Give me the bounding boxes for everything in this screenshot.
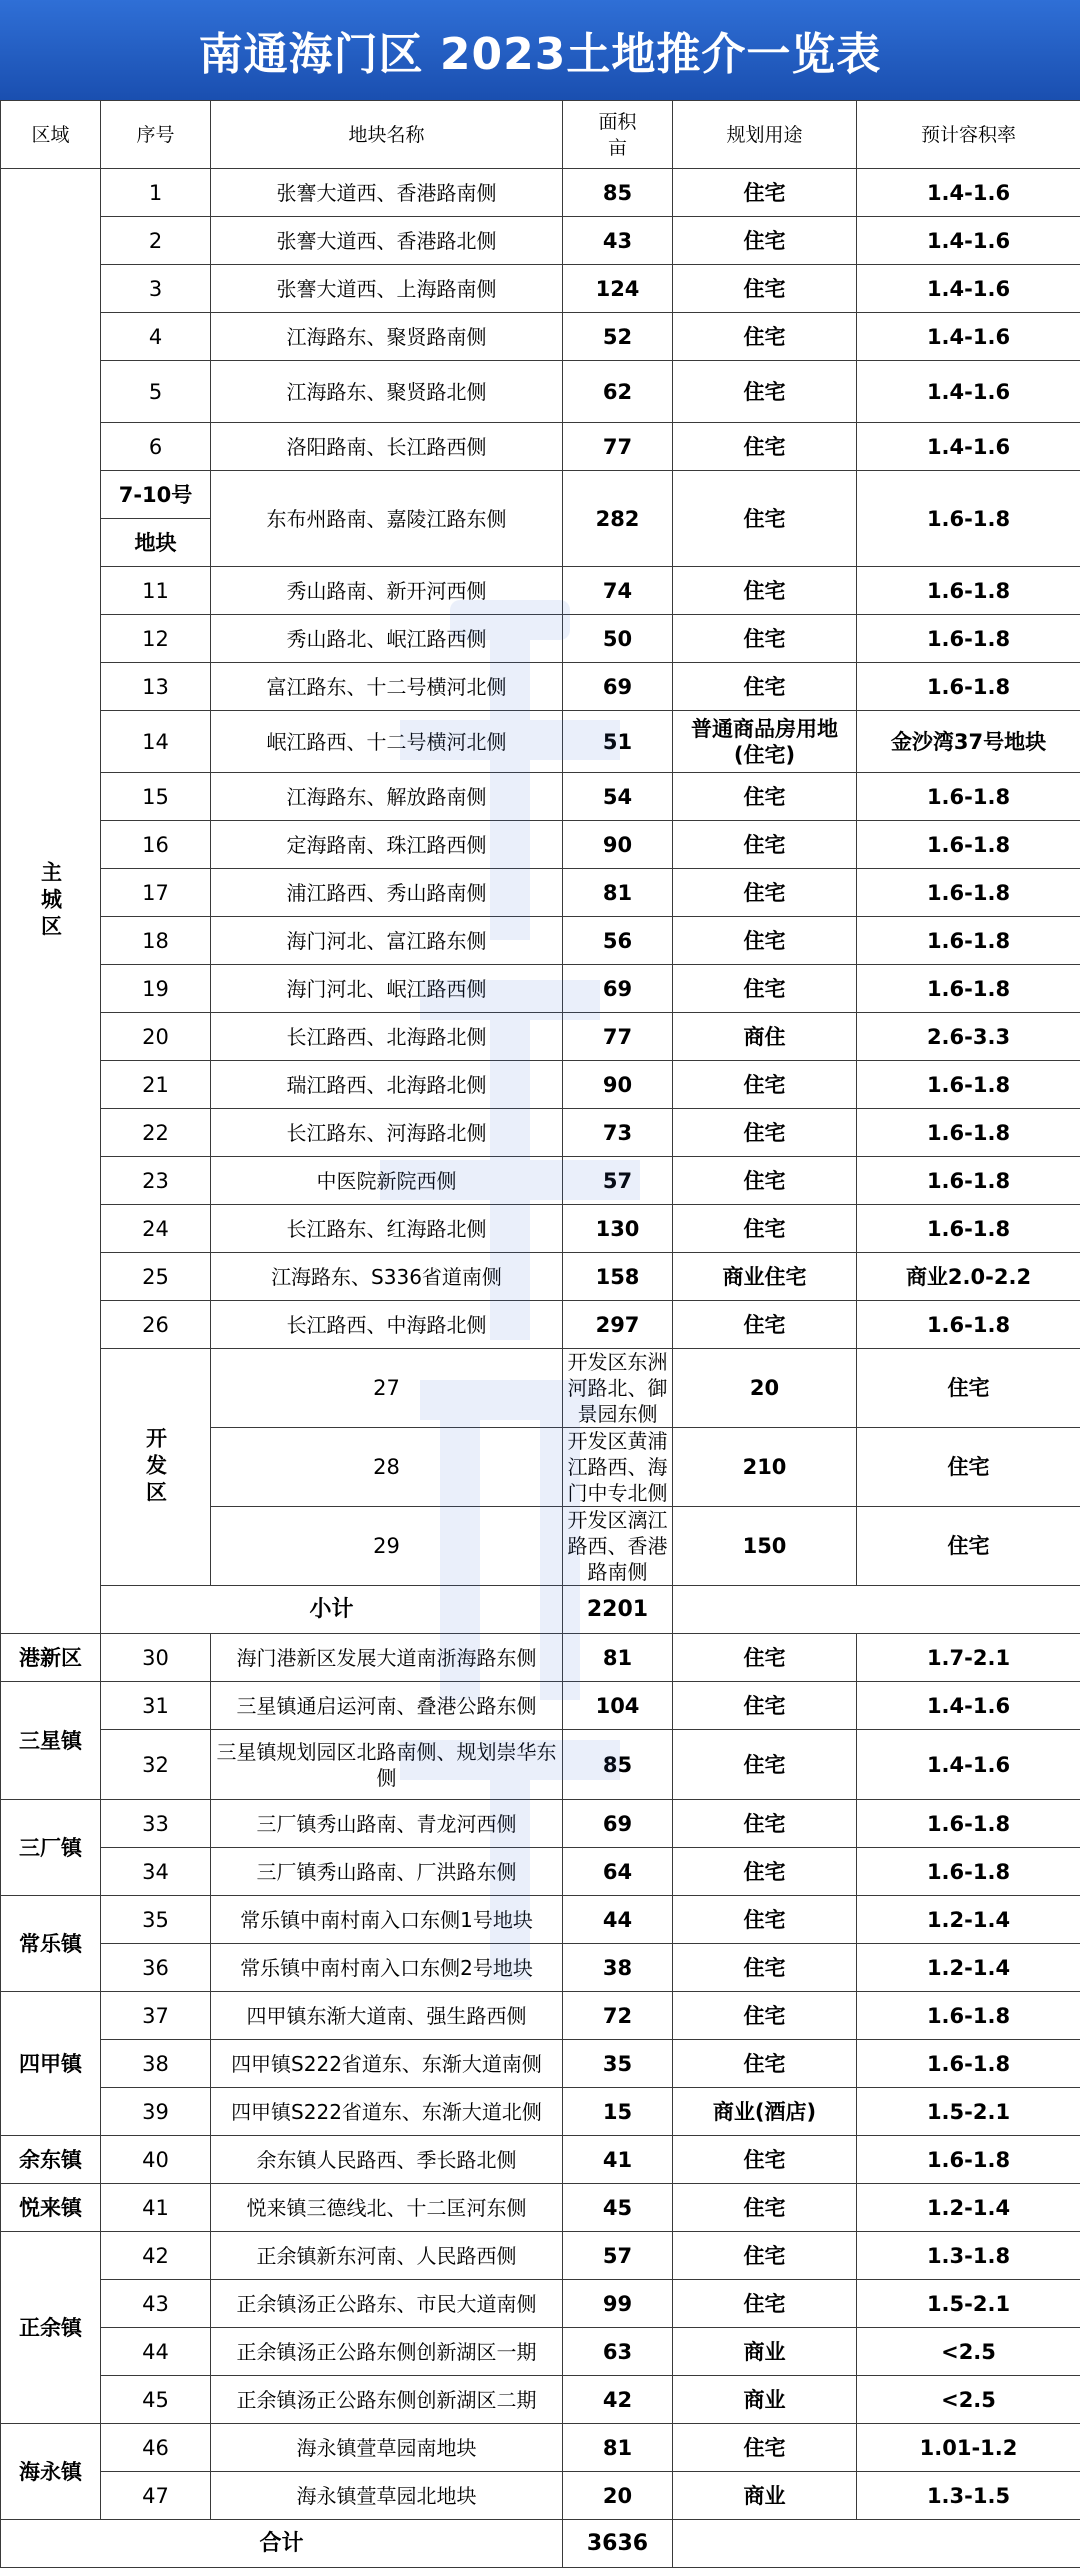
subtotal-label: 小计 [101,1586,563,1634]
table-row [1,1205,1080,1253]
name-cell: 东布州路南、嘉陵江路东侧 [211,471,563,567]
seq-cell: 36 [101,1944,211,1992]
table-row [1,265,1080,313]
total-empty [673,2520,1080,2568]
table-row [1,965,1080,1013]
area-cell: 69 [563,663,673,711]
seq-cell: 5 [101,361,211,423]
use-cell: 住宅 [673,2040,857,2088]
far-cell: 1.6-1.8 [857,471,1080,567]
name-cell: 三星镇通启运河南、叠港公路东侧 [211,1682,563,1730]
area-cell: 56 [563,917,673,965]
subtotal-area: 2201 [563,1586,673,1634]
table-row [1,217,1080,265]
seq-cell: 16 [101,821,211,869]
seq-cell: 6 [101,423,211,471]
use-cell: 商业 [673,2328,857,2376]
table-row [1,1253,1080,1301]
seq-cell: 35 [101,1896,211,1944]
table-row [1,423,1080,471]
name-cell: 江海路东、S336省道南侧 [211,1253,563,1301]
far-cell: 1.6-1.8 [857,821,1080,869]
area-cell: 51 [563,711,673,773]
table-row [1,1800,1080,1848]
use-cell: 住宅 [857,1507,1080,1586]
use-cell: 住宅 [673,313,857,361]
use-cell: 商业 [673,2472,857,2520]
far-cell: 1.6-1.8 [857,1848,1080,1896]
seq-cell: 47 [101,2472,211,2520]
seq-cell: 40 [101,2136,211,2184]
area-cell: 63 [563,2328,673,2376]
use-cell: 住宅 [673,1157,857,1205]
far-cell: 1.4-1.6 [857,313,1080,361]
table-row [1,2088,1080,2136]
area-cell: 210 [673,1428,857,1507]
seq-cell: 43 [101,2280,211,2328]
table-row [1,1848,1080,1896]
seq-cell: 42 [101,2232,211,2280]
table-row [1,1682,1080,1730]
table-row [1,2184,1080,2232]
use-cell: 商住 [673,1013,857,1061]
table-row [1,169,1080,217]
far-cell: 1.4-1.6 [857,1682,1080,1730]
use-cell: 住宅 [673,265,857,313]
seq-cell: 1 [101,169,211,217]
name-cell: 海门港新区发展大道南浙海路东侧 [211,1634,563,1682]
seq-cell: 20 [101,1013,211,1061]
seq-cell: 32 [101,1730,211,1800]
table-row [1,1013,1080,1061]
far-cell: 金沙湾37号地块 [857,711,1080,773]
total-row [1,2520,1080,2568]
area-cell: 77 [563,1013,673,1061]
far-cell: 1.6-1.8 [857,1992,1080,2040]
name-cell: 三厂镇秀山路南、青龙河西侧 [211,1800,563,1848]
region-cell-changle: 常乐镇 [1,1896,101,1992]
use-cell: 住宅 [673,1896,857,1944]
table-row [1,2232,1080,2280]
far-cell: 1.6-1.8 [857,917,1080,965]
table-row [1,711,1080,773]
name-cell: 余东镇人民路西、季长路北侧 [211,2136,563,2184]
area-cell: 130 [563,1205,673,1253]
name-cell: 张謇大道西、上海路南侧 [211,265,563,313]
area-cell: 20 [563,2472,673,2520]
table-row [1,2424,1080,2472]
seq-cell: 39 [101,2088,211,2136]
area-cell: 282 [563,471,673,567]
total-label: 合计 [1,2520,563,2568]
table-row [1,471,1080,519]
area-cell: 64 [563,1848,673,1896]
far-cell: <2.5 [857,2328,1080,2376]
area-cell: 57 [563,2232,673,2280]
use-cell: 住宅 [673,1992,857,2040]
area-cell: 54 [563,773,673,821]
use-cell: 住宅 [673,1800,857,1848]
far-cell: 1.2-1.4 [857,2184,1080,2232]
seq-cell: 24 [101,1205,211,1253]
table-row [1,1301,1080,1349]
area-cell: 74 [563,567,673,615]
table-row [1,1634,1080,1682]
region-cell-haiyong: 海永镇 [1,2424,101,2520]
name-cell: 四甲镇S222省道东、东渐大道北侧 [211,2088,563,2136]
seq-cell: 18 [101,917,211,965]
area-cell: 81 [563,869,673,917]
name-cell: 正余镇汤正公路东、市民大道南侧 [211,2280,563,2328]
seq-cell: 15 [101,773,211,821]
use-cell: 住宅 [673,1634,857,1682]
name-cell: 秀山路北、岷江路西侧 [211,615,563,663]
use-cell: 住宅 [673,773,857,821]
table-row [1,917,1080,965]
table-row [1,1157,1080,1205]
name-cell: 正余镇汤正公路东侧创新湖区二期 [211,2376,563,2424]
far-cell: 1.7-2.1 [857,1634,1080,1682]
seq-cell: 30 [101,1634,211,1682]
header-far: 预计容积率 [857,101,1080,169]
area-cell: 52 [563,313,673,361]
subtotal-empty [673,1586,1080,1634]
area-cell: 85 [563,169,673,217]
seq-cell: 31 [101,1682,211,1730]
table-row [1,1992,1080,2040]
area-cell: 42 [563,2376,673,2424]
use-cell: 住宅 [673,2424,857,2472]
area-cell: 44 [563,1896,673,1944]
name-cell: 开发区黄浦江路西、海门中专北侧 [563,1428,673,1507]
far-cell: 1.6-1.8 [857,1800,1080,1848]
area-cell: 90 [563,821,673,869]
name-cell: 江海路东、聚贤路南侧 [211,313,563,361]
region-cell-yudong: 余东镇 [1,2136,101,2184]
area-cell: 43 [563,217,673,265]
table-row [1,1896,1080,1944]
seq-cell: 45 [101,2376,211,2424]
region-cell-zhengyu: 正余镇 [1,2232,101,2424]
total-area: 3636 [563,2520,673,2568]
header-row [1,101,1080,169]
name-cell: 长江路西、北海路北侧 [211,1013,563,1061]
seq-cell: 14 [101,711,211,773]
seq-cell: 2 [101,217,211,265]
table-row [1,1109,1080,1157]
use-cell: 住宅 [673,217,857,265]
seq-cell: 27 [211,1349,563,1428]
name-cell: 三厂镇秀山路南、厂洪路东侧 [211,1848,563,1896]
area-cell: 104 [563,1682,673,1730]
area-cell: 158 [563,1253,673,1301]
far-cell: 1.4-1.6 [857,1730,1080,1800]
use-cell: 商业 [673,2376,857,2424]
use-cell: 住宅 [673,1848,857,1896]
far-cell: 1.4-1.6 [857,169,1080,217]
table-row [1,821,1080,869]
use-cell: 商业(酒店) [673,2088,857,2136]
table-row [1,1349,1080,1428]
use-cell: 住宅 [673,1682,857,1730]
area-cell: 81 [563,2424,673,2472]
name-cell: 悦来镇三德线北、十二匡河东侧 [211,2184,563,2232]
far-cell: 1.01-1.2 [857,2424,1080,2472]
seq-cell: 26 [101,1301,211,1349]
use-cell: 住宅 [857,1349,1080,1428]
name-cell: 定海路南、珠江路西侧 [211,821,563,869]
table-row [1,663,1080,711]
area-cell: 150 [673,1507,857,1586]
name-cell: 江海路东、聚贤路北侧 [211,361,563,423]
header-use: 规划用途 [673,101,857,169]
region-cell-main: 主城区 [1,169,101,1634]
table-row [1,2376,1080,2424]
use-cell: 住宅 [673,869,857,917]
name-cell: 正余镇新东河南、人民路西侧 [211,2232,563,2280]
use-cell: 住宅 [673,1061,857,1109]
seq-cell: 37 [101,1992,211,2040]
far-cell: 1.6-1.8 [857,1157,1080,1205]
seq-cell: 21 [101,1061,211,1109]
area-cell: 69 [563,1800,673,1848]
name-cell: 洛阳路南、长江路西侧 [211,423,563,471]
header-seq: 序号 [101,101,211,169]
seq-cell: 17 [101,869,211,917]
use-cell: 普通商品房用地(住宅) [673,711,857,773]
region-cell-sanchang: 三厂镇 [1,1800,101,1896]
area-cell: 50 [563,615,673,663]
name-cell: 常乐镇中南村南入口东侧1号地块 [211,1896,563,1944]
name-cell: 长江路东、河海路北侧 [211,1109,563,1157]
area-cell: 38 [563,1944,673,1992]
seq-cell: 地块 [101,519,211,567]
region-cell-sijia: 四甲镇 [1,1992,101,2136]
far-cell: 1.6-1.8 [857,1205,1080,1253]
name-cell: 江海路东、解放路南侧 [211,773,563,821]
far-cell: 1.6-1.8 [857,1301,1080,1349]
use-cell: 住宅 [673,169,857,217]
use-cell: 住宅 [673,1944,857,1992]
name-cell: 张謇大道西、香港路北侧 [211,217,563,265]
name-cell: 富江路东、十二号横河北侧 [211,663,563,711]
seq-cell: 19 [101,965,211,1013]
use-cell: 住宅 [673,1730,857,1800]
use-cell: 住宅 [673,2232,857,2280]
far-cell: 1.3-1.8 [857,2232,1080,2280]
table-row [1,1730,1080,1800]
seq-cell: 29 [211,1507,563,1586]
area-cell: 20 [673,1349,857,1428]
area-cell: 57 [563,1157,673,1205]
use-cell: 住宅 [673,2280,857,2328]
far-cell: 1.6-1.8 [857,869,1080,917]
land-table [0,100,1080,2568]
area-cell: 99 [563,2280,673,2328]
seq-cell: 44 [101,2328,211,2376]
table-row [1,1061,1080,1109]
name-cell: 长江路西、中海路北侧 [211,1301,563,1349]
name-cell: 长江路东、红海路北侧 [211,1205,563,1253]
header-area: 面积 亩 [563,101,673,169]
seq-cell: 33 [101,1800,211,1848]
far-cell: 1.6-1.8 [857,615,1080,663]
region-cell-sanxing: 三星镇 [1,1682,101,1800]
region-cell-port: 港新区 [1,1634,101,1682]
table-row [1,2040,1080,2088]
name-cell: 正余镇汤正公路东侧创新湖区一期 [211,2328,563,2376]
far-cell: 1.6-1.8 [857,1109,1080,1157]
table-row [1,361,1080,423]
area-cell: 15 [563,2088,673,2136]
table-row [1,2136,1080,2184]
name-cell: 四甲镇S222省道东、东渐大道南侧 [211,2040,563,2088]
use-cell: 住宅 [673,361,857,423]
region-cell-yuelai: 悦来镇 [1,2184,101,2232]
table-row [1,773,1080,821]
use-cell: 住宅 [673,1109,857,1157]
use-cell: 住宅 [673,2184,857,2232]
far-cell: 2.6-3.3 [857,1013,1080,1061]
far-cell: 1.5-2.1 [857,2088,1080,2136]
seq-cell: 28 [211,1428,563,1507]
far-cell: 1.6-1.8 [857,663,1080,711]
far-cell: 1.3-1.5 [857,2472,1080,2520]
far-cell: 1.5-2.1 [857,2280,1080,2328]
name-cell: 海门河北、岷江路西侧 [211,965,563,1013]
name-cell: 四甲镇东渐大道南、强生路西侧 [211,1992,563,2040]
far-cell: 1.2-1.4 [857,1896,1080,1944]
use-cell: 住宅 [673,567,857,615]
name-cell: 张謇大道西、香港路南侧 [211,169,563,217]
area-cell: 73 [563,1109,673,1157]
table-row [1,615,1080,663]
table-row [1,313,1080,361]
far-cell: 1.6-1.8 [857,1061,1080,1109]
seq-cell: 46 [101,2424,211,2472]
far-cell: 1.6-1.8 [857,2136,1080,2184]
name-cell: 开发区东洲河路北、御景园东侧 [563,1349,673,1428]
seq-cell: 11 [101,567,211,615]
name-cell: 海永镇萱草园南地块 [211,2424,563,2472]
name-cell: 浦江路西、秀山路南侧 [211,869,563,917]
use-cell: 住宅 [673,471,857,567]
seq-cell: 13 [101,663,211,711]
area-cell: 81 [563,1634,673,1682]
name-cell: 岷江路西、十二号横河北侧 [211,711,563,773]
seq-cell: 25 [101,1253,211,1301]
far-cell: 1.6-1.8 [857,773,1080,821]
seq-cell: 41 [101,2184,211,2232]
seq-cell: 38 [101,2040,211,2088]
use-cell: 住宅 [673,2136,857,2184]
name-cell: 海门河北、富江路东侧 [211,917,563,965]
use-cell: 住宅 [673,917,857,965]
area-cell: 297 [563,1301,673,1349]
use-cell: 住宅 [673,821,857,869]
name-cell: 常乐镇中南村南入口东侧2号地块 [211,1944,563,1992]
far-cell: 1.6-1.8 [857,2040,1080,2088]
far-cell: 1.2-1.4 [857,1944,1080,1992]
name-cell: 三星镇规划园区北路南侧、规划崇华东侧 [211,1730,563,1800]
far-cell: 1.4-1.6 [857,361,1080,423]
use-cell: 住宅 [673,1205,857,1253]
region-cell-dev: 开发区 [101,1349,211,1586]
seq-cell: 22 [101,1109,211,1157]
area-cell: 35 [563,2040,673,2088]
seq-cell: 7-10号 [101,471,211,519]
use-cell: 住宅 [857,1428,1080,1507]
name-cell: 中医院新院西侧 [211,1157,563,1205]
use-cell: 住宅 [673,965,857,1013]
area-cell: 69 [563,965,673,1013]
table-row [1,869,1080,917]
page-title: 南通海门区 2023土地推介一览表 [0,0,1080,100]
name-cell: 瑞江路西、北海路北侧 [211,1061,563,1109]
name-cell: 秀山路南、新开河西侧 [211,567,563,615]
seq-cell: 12 [101,615,211,663]
use-cell: 商业住宅 [673,1253,857,1301]
use-cell: 住宅 [673,615,857,663]
table-row [1,567,1080,615]
table-row [1,2280,1080,2328]
use-cell: 住宅 [673,423,857,471]
seq-cell: 4 [101,313,211,361]
header-region: 区域 [1,101,101,169]
name-cell: 开发区漓江路西、香港路南侧 [563,1507,673,1586]
area-cell: 90 [563,1061,673,1109]
area-cell: 72 [563,1992,673,2040]
far-cell: 1.6-1.8 [857,965,1080,1013]
area-cell: 45 [563,2184,673,2232]
area-cell: 77 [563,423,673,471]
far-cell: 商业2.0-2.2 [857,1253,1080,1301]
far-cell: 1.4-1.6 [857,423,1080,471]
far-cell: <2.5 [857,2376,1080,2424]
far-cell: 1.6-1.8 [857,567,1080,615]
far-cell: 1.4-1.6 [857,265,1080,313]
subtotal-row [1,1586,1080,1634]
name-cell: 海永镇萱草园北地块 [211,2472,563,2520]
seq-cell: 3 [101,265,211,313]
table-row [1,1944,1080,1992]
seq-cell: 34 [101,1848,211,1896]
far-cell: 1.4-1.6 [857,217,1080,265]
area-cell: 62 [563,361,673,423]
use-cell: 住宅 [673,1301,857,1349]
seq-cell: 23 [101,1157,211,1205]
use-cell: 住宅 [673,663,857,711]
header-name: 地块名称 [211,101,563,169]
area-cell: 85 [563,1730,673,1800]
table-row [1,2472,1080,2520]
area-cell: 124 [563,265,673,313]
area-cell: 41 [563,2136,673,2184]
table-row [1,2328,1080,2376]
